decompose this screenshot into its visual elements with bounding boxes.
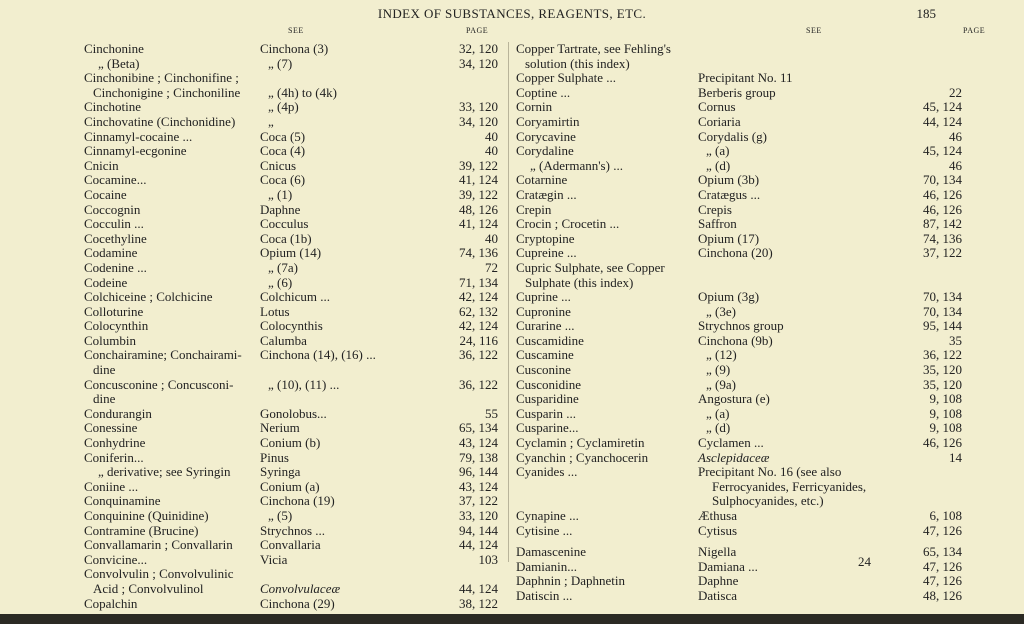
see-reference: „ (4h) to (4k) [268,84,337,100]
substance-name: Cornin [516,99,553,115]
substance-name: Cinchonibine ; Cinchonifine ; [84,70,239,86]
substance-name: Cinchonigine ; Cinchoniline [93,84,241,100]
index-entry [84,334,498,349]
see-reference: Saffron [698,216,737,232]
substance-name: Cusparine... [516,420,579,436]
index-entry [516,188,962,203]
see-reference: „ (4p) [268,99,299,115]
substance-name: Cotarnine [516,172,568,188]
see-reference: Angostura (e) [698,391,770,407]
page-reference: 79, 138 [459,449,498,465]
substance-name: Conquinine (Quinidine) [84,508,209,523]
substance-name: Cocamine... [84,172,147,188]
index-entry [84,246,498,261]
substance-name: Condurangin [84,405,152,421]
index-entry [516,261,962,276]
page-reference: 46, 126 [923,435,962,451]
substance-name: Codamine [84,245,138,261]
see-reference: Coca (4) [260,143,306,159]
page-reference: 37, 122 [459,493,498,509]
index-entry [84,290,498,305]
substance-name: Copper Sulphate ... [516,70,617,86]
page-reference: 42, 124 [459,318,498,334]
page-reference: 9, 108 [929,391,962,407]
page-reference: 42, 124 [459,289,498,305]
substance-name: Colloturine [84,303,144,319]
scan-edge [0,614,1024,624]
see-reference: Asclepidaceæ [698,449,770,465]
see-reference: Cinchona (19) [260,493,335,509]
index-entry [516,524,962,539]
page-reference: 35 [949,332,962,348]
index-entry [84,582,498,597]
see-reference: Coca (1b) [260,230,312,246]
substance-name: Cupronine [516,303,571,319]
see-reference: Cinchona (14), (16) ... [260,347,376,363]
see-reference: „ (7) [268,55,293,71]
see-reference: „ (3e) [706,303,736,319]
substance-name: Conessine [84,420,138,436]
index-entry [84,436,498,451]
page-reference: 44, 124 [459,580,498,596]
index-entry [516,589,962,604]
index-entry [516,494,962,509]
page-reference: 46, 126 [923,201,962,217]
index-entry [516,392,962,407]
substance-name: Sulphate (this index) [525,274,634,290]
see-reference: „ (9a) [706,376,736,392]
page-reference: 72 [485,259,498,275]
see-column-head-left: SEE [288,26,304,35]
index-entry [84,203,498,218]
substance-name: dine [93,362,116,378]
index-entry [84,597,498,612]
page-reference: 55 [485,405,498,421]
substance-name: Coniine ... [84,478,139,494]
page-reference: 9, 108 [929,420,962,436]
index-entry [84,378,498,393]
page-reference: 6, 108 [929,508,962,523]
index-entry [516,378,962,393]
see-reference: Lotus [260,303,290,319]
page-reference: 48, 126 [459,201,498,217]
page-reference: 39, 122 [459,157,498,173]
substance-name: Acid ; Convolvulinol [93,580,204,596]
index-entry [516,334,962,349]
page-reference: 9, 108 [929,405,962,421]
page-column-head-left: PAGE [466,26,489,35]
index-entry [516,115,962,130]
substance-name: Cinchonine [84,41,144,56]
page-reference: 70, 134 [923,172,962,188]
index-entry [84,86,498,101]
see-reference: Cinchona (9b) [698,332,773,348]
page-reference: 65, 134 [923,544,962,560]
page-reference: 45, 124 [923,143,962,159]
page-reference: 47, 126 [923,522,962,538]
see-reference: Coriaria [698,113,741,129]
index-entry [84,232,498,247]
see-reference: Convallaria [260,537,321,553]
index-entry [84,71,498,86]
see-reference: Daphne [260,201,301,217]
substance-name: Columbin [84,332,137,348]
see-reference: Cinchona (20) [698,245,773,261]
see-reference: „ (12) [706,347,737,363]
page-reference: 33, 120 [459,508,498,523]
see-reference: Vicia [260,551,288,567]
index-entry [516,465,962,480]
index-entry [516,144,962,159]
substance-name: Concusconine ; Concusconi- [84,376,234,392]
index-entry [84,261,498,276]
page-reference: 70, 134 [923,303,962,319]
index-entry [84,538,498,553]
index-entry [516,203,962,218]
index-entry [84,567,498,582]
see-reference: Ferrocyanides, Ferricyanides, [712,478,867,494]
page-reference: 96, 144 [459,464,498,480]
substance-name: Cinchotine [84,99,142,115]
substance-name: Coniferin... [84,449,144,465]
index-entry [516,574,962,589]
page-reference: 24, 116 [459,332,498,348]
index-entry [84,115,498,130]
page-reference: 36, 122 [459,347,498,363]
see-reference: Corydalis (g) [698,128,767,144]
index-entry [84,553,498,568]
index-entry [84,480,498,495]
see-reference: „ (d) [706,420,731,436]
substance-name: Copalchin [84,595,138,611]
substance-name: Cinnamyl-cocaine ... [84,128,193,144]
see-reference: Berberis group [698,84,776,100]
substance-name: Cytisine ... [516,522,573,538]
substance-name: Cyclamin ; Cyclamiretin [516,435,645,451]
page-reference: 38, 122 [459,595,498,611]
see-reference: „ (5) [268,508,293,523]
substance-name: Conhydrine [84,435,146,451]
index-entry [516,42,962,57]
see-reference: Opium (14) [260,245,322,261]
substance-name: Cusparin ... [516,405,576,421]
see-reference: „ (9) [706,362,731,378]
index-entry [84,348,498,363]
index-entry [84,188,498,203]
running-title: INDEX OF SUBSTANCES, REAGENTS, ETC. [377,6,647,21]
substance-name: Cusparidine [516,391,579,407]
substance-name: Cinnamyl-ecgonine [84,143,187,159]
page-reference: 40 [485,128,498,144]
see-reference: „ (10), (11) ... [268,376,340,392]
substance-name: Cupreine ... [516,245,577,261]
see-reference: Colocynthis [260,318,323,334]
substance-name: Cocethyline [84,230,147,246]
index-entry [516,130,962,145]
index-entry [516,246,962,261]
see-reference: Crepis [698,201,732,217]
page-reference: 41, 124 [459,172,498,188]
see-reference: Colchicum ... [260,289,331,305]
index-entry [516,509,962,524]
see-reference: Coca (6) [260,172,306,188]
page-reference: 44, 124 [923,113,962,129]
see-reference: „ (d) [706,157,731,173]
page-reference: 74, 136 [923,230,962,246]
see-reference: Cnicus [260,157,297,173]
index-entry [84,407,498,422]
substance-name: Cuprine ... [516,289,571,305]
index-entry [516,407,962,422]
see-reference: Conium (b) [260,435,321,451]
page-reference: 33, 120 [459,99,498,115]
see-reference: Datisca [698,587,737,603]
index-entry [516,57,962,72]
page-reference: 47, 126 [923,573,962,589]
substance-name: Corycavine [516,128,576,144]
index-entry [84,421,498,436]
index-entry [516,436,962,451]
substance-name: Crocin ; Crocetin ... [516,216,620,232]
page-reference: 43, 124 [459,478,498,494]
index-entry [516,276,962,291]
page-reference: 70, 134 [923,289,962,305]
see-reference: „ (6) [268,274,293,290]
page-reference: 14 [949,449,962,465]
page-reference: 62, 132 [459,303,498,319]
substance-name: Cyanides ... [516,464,578,480]
index-entry [516,290,962,305]
left-index-column [84,42,498,611]
page-reference: 71, 134 [459,274,498,290]
see-reference: Calumba [260,332,307,348]
page-reference: 34, 120 [459,55,498,71]
page-reference: 74, 136 [459,245,498,261]
substance-name: Convolvulin ; Convolvulinic [84,566,234,582]
substance-name: „ derivative; see Syringin [98,464,231,480]
substance-name: Contramine (Brucine) [84,522,199,538]
substance-name: Convicine... [84,551,148,567]
index-entry [516,86,962,101]
index-entry [516,363,962,378]
page-reference: 46, 126 [923,186,962,202]
page-reference: 35, 120 [923,376,962,392]
substance-name: Cinchovatine (Cinchonidine) [84,113,236,129]
substance-name: Cuscamidine [516,332,584,348]
see-reference: Strychnos ... [260,522,325,538]
index-entry [516,232,962,247]
substance-name: „ (Adermann's) ... [530,157,623,173]
see-reference: Strychnos group [698,318,784,334]
page-reference: 95, 144 [923,318,962,334]
see-reference: Gonolobus... [260,405,327,421]
substance-name: Damascenine [516,544,587,560]
index-entry [516,421,962,436]
substance-name: Corydaline [516,143,574,159]
page-reference: 103 [478,551,498,567]
substance-name: Cratægin ... [516,186,577,202]
see-reference: Nerium [260,420,300,436]
substance-name: Crepin [516,201,552,217]
index-entry [516,348,962,363]
page-reference: 47, 126 [923,558,962,574]
index-entry [516,159,962,174]
see-column-head-right: SEE [806,26,822,35]
index-entry [516,451,962,466]
page-header [0,6,1024,22]
right-index-column [516,42,962,604]
see-reference: Æthusa [698,508,737,523]
substance-name: Cusconine [516,362,571,378]
page-reference: 43, 124 [459,435,498,451]
substance-name: Colocynthin [84,318,149,334]
page-reference: 34, 120 [459,113,498,129]
index-entry [516,100,962,115]
substance-name: Cyanchin ; Cyanchocerin [516,449,649,465]
see-reference: „ (a) [706,405,730,421]
substance-name: Coccognin [84,201,141,217]
index-entry [84,451,498,466]
substance-name: Colchiceine ; Colchicine [84,289,213,305]
see-reference: Precipitant No. 16 (see also [698,464,842,480]
see-reference: Precipitant No. 11 [698,70,793,86]
index-entry [84,217,498,232]
page-reference: 32, 120 [459,41,498,56]
index-entry [84,144,498,159]
substance-name: Damianin... [516,558,578,574]
substance-name: Curarine ... [516,318,575,334]
page-column-head-right: PAGE [963,26,986,35]
page-reference: 41, 124 [459,216,498,232]
page-reference: 37, 122 [923,245,962,261]
index-entry [84,57,498,72]
substance-name: solution (this index) [525,55,630,71]
see-reference: „ [268,113,274,129]
substance-name: dine [93,391,116,407]
see-reference: „ (a) [706,143,730,159]
index-entry [516,480,962,495]
index-entry [84,276,498,291]
substance-name: Conchairamine; Conchairami- [84,347,242,363]
see-reference: Daphne [698,573,739,589]
see-reference: „ (7a) [268,259,298,275]
index-entry [84,363,498,378]
see-reference: Cinchona (29) [260,595,335,611]
index-entry [84,42,498,57]
index-entry [84,130,498,145]
index-entry [516,173,962,188]
column-divider [508,42,509,562]
index-entry [84,494,498,509]
index-entry [516,217,962,232]
see-reference: Opium (3g) [698,289,760,305]
substance-name: Codeine [84,274,128,290]
see-reference: Nigella [698,544,737,560]
index-entry [516,305,962,320]
see-reference: Convolvulaceæ [260,580,341,596]
see-reference: Sulphocyanides, etc.) [712,493,824,509]
footer-number: 24 [858,554,871,569]
substance-name: Cuscamine [516,347,574,363]
index-entry [84,524,498,539]
page-reference: 87, 142 [923,216,962,232]
page-reference: 44, 124 [459,537,498,553]
page-reference: 22 [949,84,962,100]
page-reference: 48, 126 [923,587,962,603]
index-entry [84,305,498,320]
page-reference: 39, 122 [459,186,498,202]
see-reference: Damiana ... [698,558,758,574]
page-reference: 46 [949,128,962,144]
index-entry [516,71,962,86]
index-entry [84,319,498,334]
index-entry [516,545,962,560]
index-entry [84,509,498,524]
see-reference: Cornus [698,99,736,115]
page-reference: 35, 120 [923,362,962,378]
substance-name: Coryamirtin [516,113,580,129]
see-reference: Syringa [260,464,301,480]
page-reference: 40 [485,143,498,159]
index-entry [84,392,498,407]
see-reference: „ (1) [268,186,293,202]
page-reference: 40 [485,230,498,246]
index-entry [516,319,962,334]
substance-name: Cupric Sulphate, see Copper [516,259,665,275]
substance-name: Cocaine [84,186,127,202]
see-reference: Cyclamen ... [698,435,764,451]
substance-name: Cocculin ... [84,216,144,232]
page-reference: 94, 144 [459,522,498,538]
substance-name: Copper Tartrate, see Fehling's [516,41,671,56]
index-entry [84,465,498,480]
page-number: 185 [916,6,936,21]
see-reference: Coca (5) [260,128,306,144]
substance-name: Cynapine ... [516,508,579,523]
substance-name: Daphnin ; Daphnetin [516,573,626,589]
substance-name: „ (Beta) [98,55,140,71]
index-entry [84,100,498,115]
substance-name: Convallamarin ; Convallarin [84,537,233,553]
page-reference: 36, 122 [459,376,498,392]
page-reference: 36, 122 [923,347,962,363]
see-reference: Cinchona (3) [260,41,329,56]
substance-name: Codenine ... [84,259,147,275]
see-reference: Cocculus [260,216,309,232]
substance-name: Cnicin [84,157,119,173]
substance-name: Cusconidine [516,376,581,392]
page-reference: 46 [949,157,962,173]
index-entry [516,560,962,575]
index-entry [84,173,498,188]
see-reference: Pinus [260,449,289,465]
page-reference: 65, 134 [459,420,498,436]
see-reference: Opium (17) [698,230,760,246]
substance-name: Datiscin ... [516,587,573,603]
substance-name: Cryptopine [516,230,575,246]
page-reference: 45, 124 [923,99,962,115]
substance-name: Conquinamine [84,493,161,509]
substance-name: Coptine ... [516,84,571,100]
see-reference: Cratægus ... [698,186,761,202]
see-reference: Opium (3b) [698,172,760,188]
see-reference: Conium (a) [260,478,320,494]
see-reference: Cytisus [698,522,738,538]
index-entry [84,159,498,174]
